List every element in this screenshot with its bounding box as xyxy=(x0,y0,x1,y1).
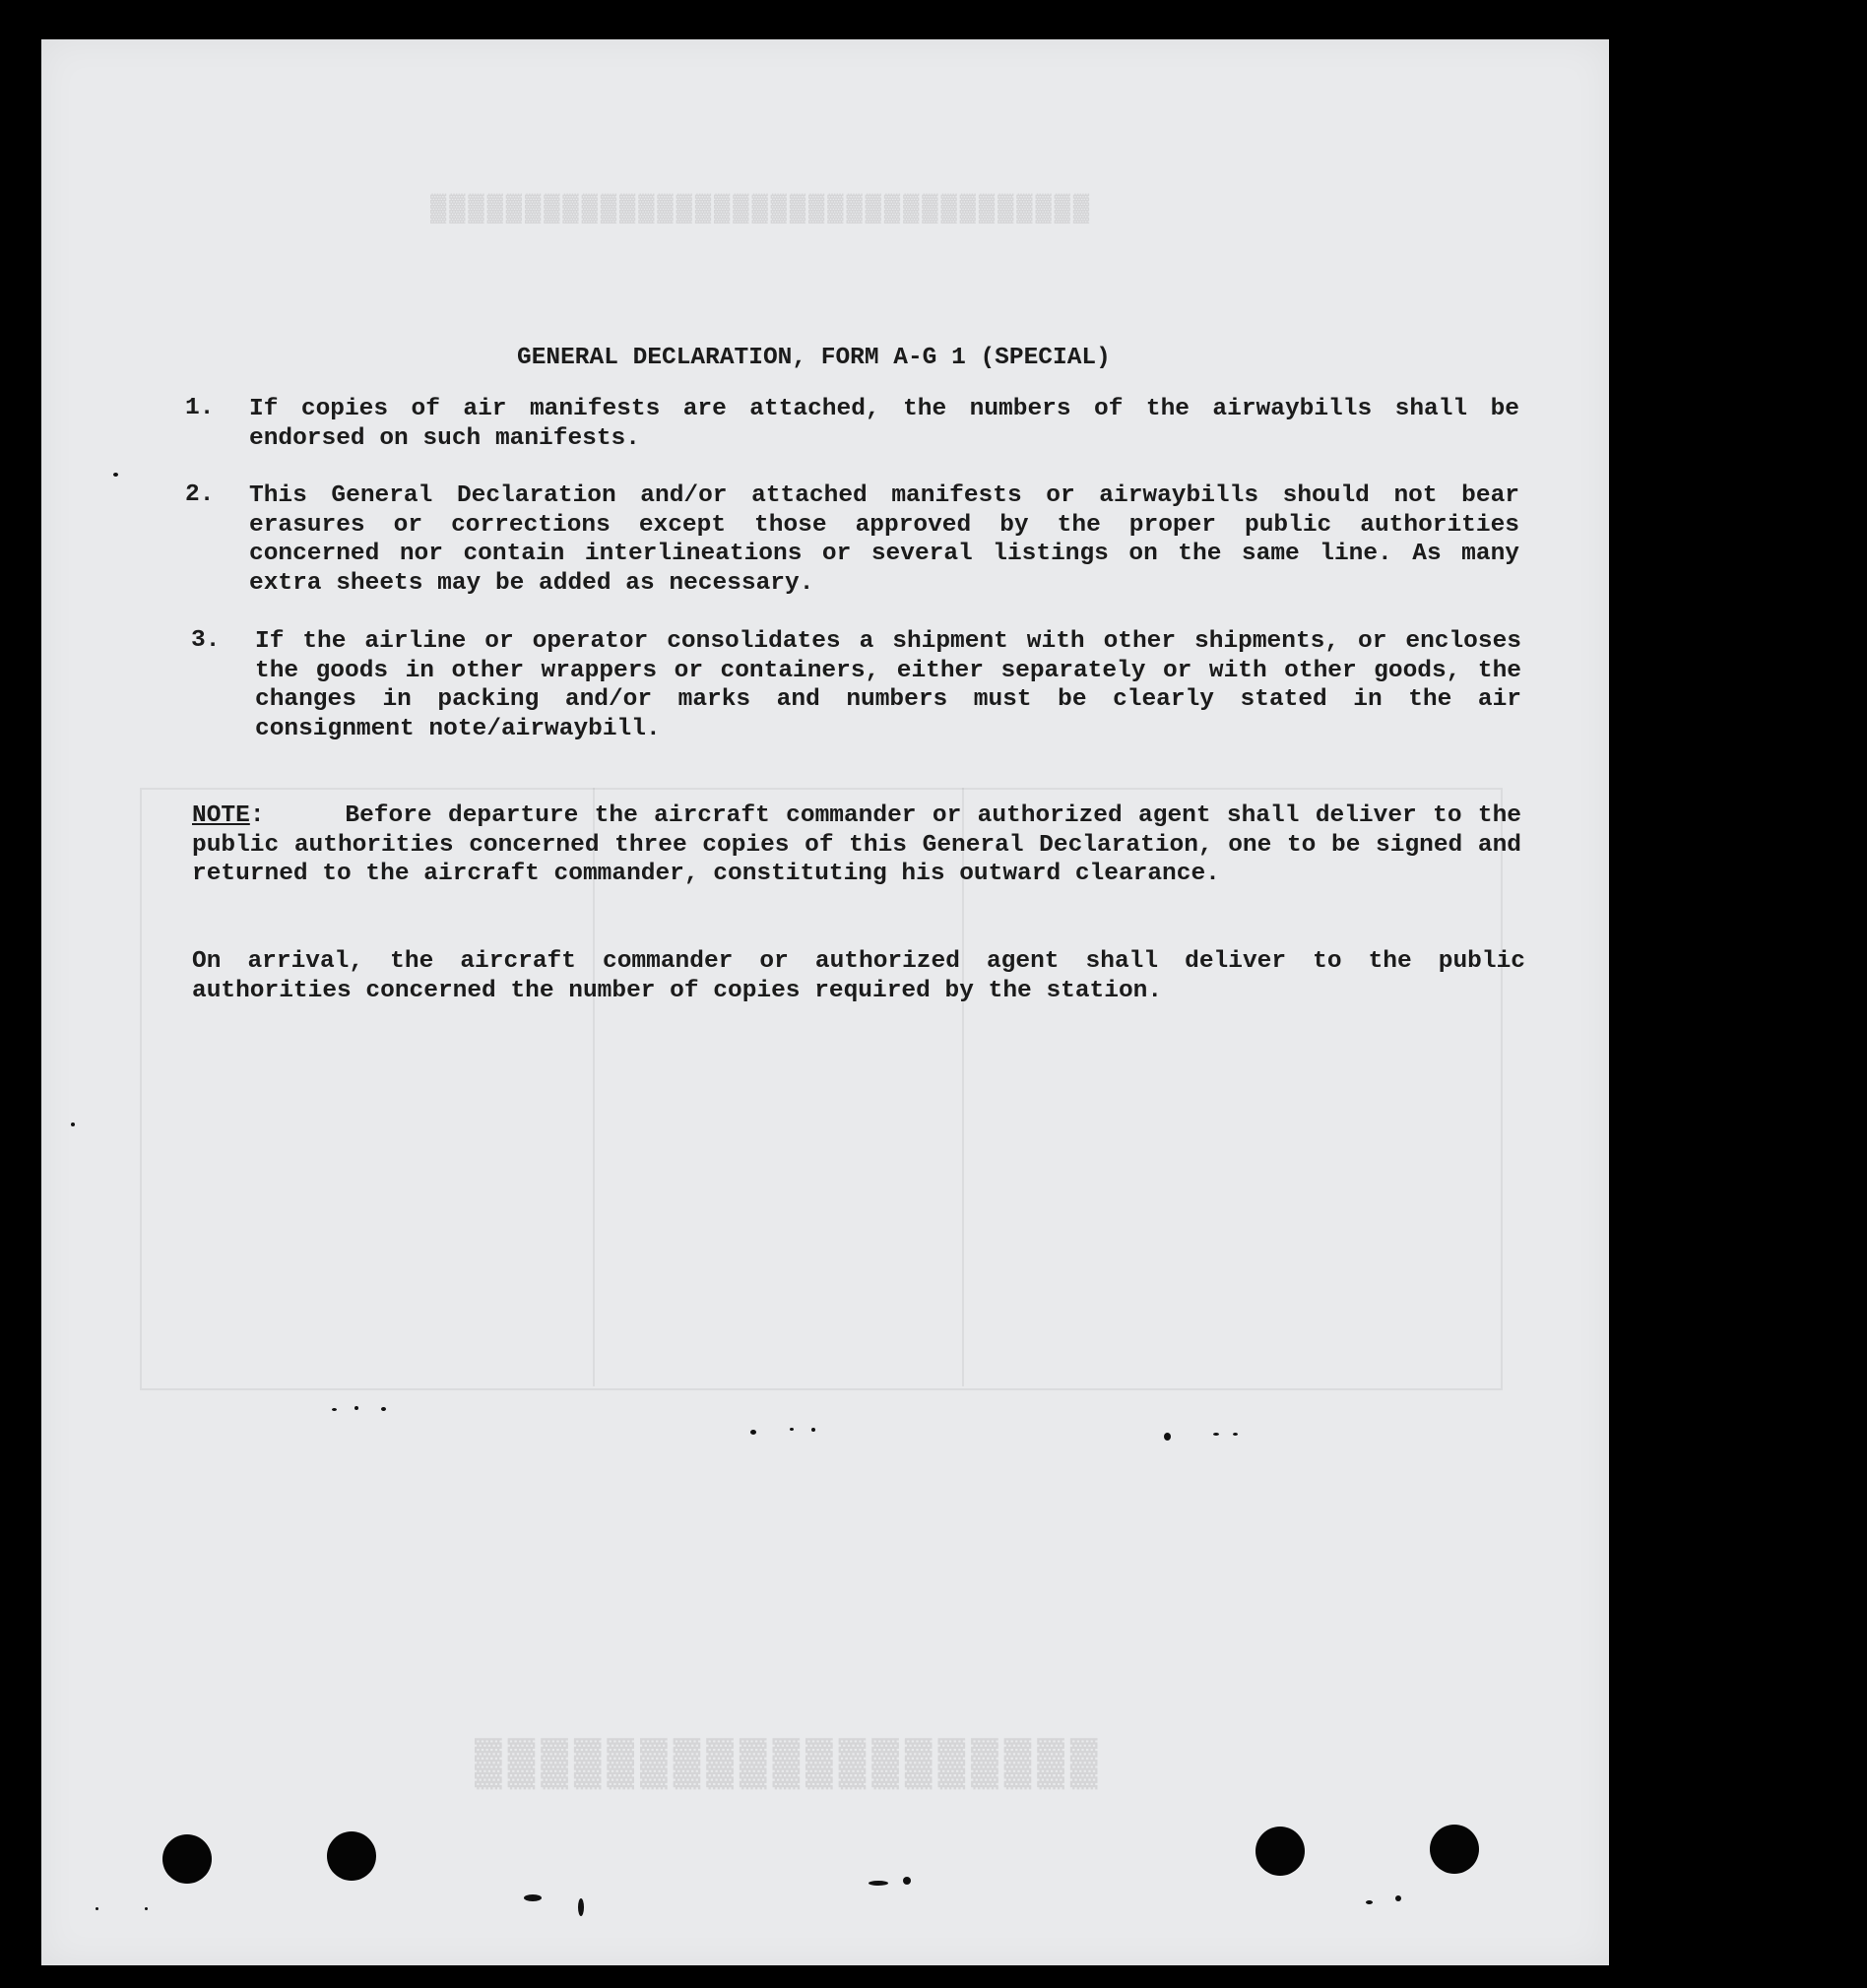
note-text: Before departure the aircraft commander or authorized agent shall deliver to the public authorities concerned three copies of this General Declaration, one to be signed and returned to the aircraft commander, constituting his outward clearance. xyxy=(192,802,1521,887)
document-page xyxy=(41,39,1609,1965)
item-text: If the airline or operator consolidates a shipment with other shipments, or encloses the goods in other wrappers or containers, either separately or with other goods, the changes in packing and/or marks and numbers must be clearly stated in the air consignment note/airwaybill. xyxy=(255,628,1521,742)
speck xyxy=(354,1406,358,1410)
bleed-through-title: ▓▓▓▓▓▓▓▓▓▓▓▓▓▓▓▓▓▓▓ xyxy=(475,1738,1104,1789)
punch-hole xyxy=(1255,1827,1305,1876)
speck xyxy=(145,1907,148,1910)
punch-hole xyxy=(327,1831,376,1881)
speck xyxy=(113,473,118,477)
speck xyxy=(71,1122,75,1126)
speck xyxy=(869,1881,888,1886)
speck xyxy=(1395,1895,1401,1901)
speck xyxy=(790,1428,794,1431)
document-title: GENERAL DECLARATION, FORM A-G 1 (SPECIAL) xyxy=(517,345,1111,371)
speck xyxy=(1164,1433,1171,1441)
punch-hole xyxy=(162,1834,212,1884)
item-number: 3. xyxy=(191,627,221,654)
speck xyxy=(578,1898,584,1916)
speck xyxy=(381,1407,386,1411)
item-text: This General Declaration and/or attached manifests or airwaybills should not bear erasures or corrections except those approved by the proper public authorities concerned nor contain interlineations or several listings on the same line. As many extra sheets may be added as necessary. xyxy=(249,482,1519,597)
speck xyxy=(811,1428,815,1432)
speck xyxy=(903,1877,911,1885)
note-colon: : xyxy=(249,802,265,829)
punch-hole xyxy=(1430,1825,1479,1874)
speck xyxy=(750,1430,756,1435)
item-text: If copies of air manifests are attached, the numbers of the airwaybills shall be endorsed on such manifests. xyxy=(249,396,1519,452)
speck xyxy=(524,1894,542,1901)
note-paragraph xyxy=(192,802,1521,889)
speck xyxy=(332,1408,337,1411)
speck xyxy=(1233,1433,1238,1436)
paper-tear xyxy=(739,1969,778,1988)
item-number: 1. xyxy=(185,395,215,421)
bleed-through-heading: ▓▓▓▓▓▓▓▓▓▓▓▓▓▓▓▓▓▓▓▓▓▓▓▓▓▓▓▓▓▓▓▓▓▓▓ xyxy=(430,195,1093,224)
speck xyxy=(1366,1900,1373,1904)
note-label: NOTE xyxy=(192,802,250,829)
speck xyxy=(1213,1433,1219,1436)
arrival-paragraph: On arrival, the aircraft commander or authorized agent shall deliver to the public authorities concerned the number of copies required by the station. xyxy=(192,948,1525,1004)
item-number: 2. xyxy=(185,481,215,508)
speck xyxy=(96,1907,98,1910)
